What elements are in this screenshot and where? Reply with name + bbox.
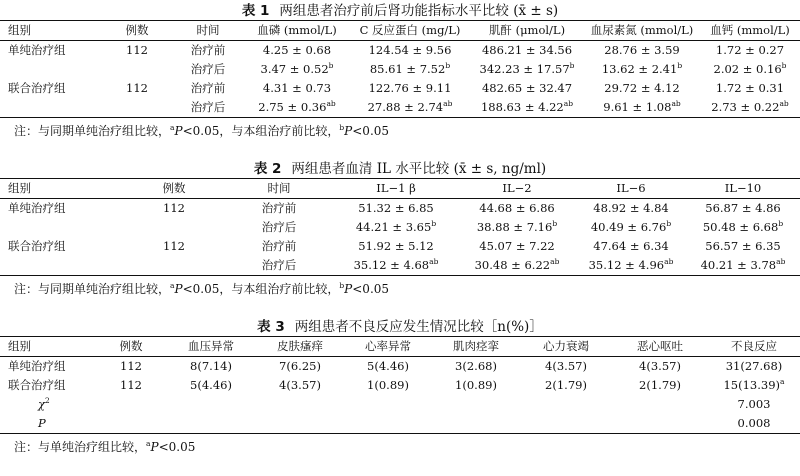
table-cell	[350, 98, 470, 118]
note-text: 注：与单纯治疗组比较，	[14, 440, 147, 454]
chi-sup: 2	[44, 396, 50, 406]
table-1-caption	[0, 2, 800, 20]
cell-sup: a	[780, 377, 785, 387]
cell-sup: b	[328, 61, 334, 71]
table-2-header-row	[0, 179, 800, 199]
chi-square-value: 7.003	[737, 397, 771, 411]
table-cell	[432, 376, 520, 395]
time-cell: 治疗前	[190, 81, 226, 95]
table-cell	[520, 357, 612, 377]
table-cell	[576, 256, 686, 276]
table-1	[0, 20, 800, 118]
group-cell	[0, 218, 124, 237]
empty-cell	[166, 414, 256, 434]
note-sup: b	[339, 281, 345, 290]
cell-value: 38.88 ± 7.16	[476, 220, 553, 234]
empty-cell	[96, 414, 166, 434]
cell-value: 486.21 ± 34.56	[481, 43, 573, 57]
table-cell	[686, 199, 800, 219]
count-cell: 112	[163, 201, 185, 215]
empty-cell	[256, 395, 344, 414]
table-row	[0, 60, 800, 79]
table-cell	[700, 98, 800, 118]
cell-value: 13.62 ± 2.41	[601, 62, 678, 76]
empty-cell	[166, 395, 256, 414]
empty-cell	[96, 395, 166, 414]
cell-sup: b	[569, 61, 575, 71]
table-2-title: 两组患者血清 IL 水平比较 (x̄ ± s, ng/ml)	[291, 161, 547, 177]
table-3-title: 两组患者不良反应发生情况比较［n(%)］	[294, 319, 543, 335]
cell-value: 342.23 ± 17.57	[479, 62, 570, 76]
table-3-block	[0, 318, 800, 456]
cell-sup: b	[445, 61, 451, 71]
table-cell	[612, 376, 708, 395]
empty-cell	[612, 414, 708, 434]
table-cell	[576, 237, 686, 256]
cell-value: 122.76 ± 9.11	[368, 81, 452, 95]
cell-value: 7(6.25)	[279, 359, 321, 373]
count-cell: 112	[120, 378, 142, 392]
table-cell	[458, 237, 576, 256]
cell-value: 45.07 ± 7.22	[479, 239, 555, 253]
cell-value: 35.12 ± 4.96	[588, 258, 665, 272]
cell-value: 56.57 ± 6.35	[705, 239, 781, 253]
table-cell	[432, 357, 520, 377]
table-cell	[576, 218, 686, 237]
column-header: IL−6	[576, 179, 686, 199]
cell-value: 85.61 ± 7.52	[369, 62, 446, 76]
column-header: 组别	[0, 337, 96, 357]
p-label	[0, 414, 96, 434]
column-header: 时间	[172, 21, 244, 41]
table-cell	[334, 199, 458, 219]
cell-sup: ab	[671, 99, 681, 109]
table-2	[0, 178, 800, 276]
table-cell	[244, 98, 350, 118]
column-header: 心率异常	[344, 337, 432, 357]
cell-value: 28.76 ± 3.59	[604, 43, 680, 57]
cell-value: 1(0.89)	[455, 378, 497, 392]
column-header: 皮肤瘙痒	[256, 337, 344, 357]
table-cell	[708, 357, 800, 377]
group-cell: 联合治疗组	[8, 81, 66, 95]
column-header: 不良反应	[708, 337, 800, 357]
table-cell	[584, 60, 700, 79]
count-cell	[102, 60, 172, 79]
count-cell: 112	[126, 43, 148, 57]
table-cell	[584, 98, 700, 118]
cell-value: 4.25 ± 0.68	[262, 43, 332, 57]
cell-value: 482.65 ± 32.47	[481, 81, 573, 95]
table-cell	[584, 79, 700, 98]
table-cell	[350, 41, 470, 61]
cell-value: 29.72 ± 4.12	[604, 81, 680, 95]
column-header: 血磷 (mmol/L)	[244, 21, 350, 41]
table-cell	[700, 60, 800, 79]
table-cell	[470, 41, 584, 61]
table-cell	[458, 218, 576, 237]
cell-value: 2.73 ± 0.22	[711, 100, 780, 114]
column-header: 心力衰竭	[520, 337, 612, 357]
empty-cell	[612, 395, 708, 414]
table-cell	[584, 41, 700, 61]
column-header: 肌酐 (μmol/L)	[470, 21, 584, 41]
table-cell	[334, 237, 458, 256]
table-cell	[470, 79, 584, 98]
note-text: 注：与同期单纯治疗组比较，	[14, 282, 171, 296]
cell-sup: b	[666, 219, 672, 229]
cell-value: 44.21 ± 3.65	[355, 220, 432, 234]
note-text: <0.05	[352, 124, 390, 138]
cell-value: 44.68 ± 6.86	[479, 201, 555, 215]
table-row	[0, 98, 800, 118]
table-cell	[520, 376, 612, 395]
time-cell: 治疗前	[261, 201, 297, 215]
column-header: 组别	[0, 21, 102, 41]
table-3-note	[0, 438, 800, 456]
table-cell	[470, 98, 584, 118]
table-1-note	[0, 122, 800, 140]
note-sup: a	[146, 439, 151, 448]
cell-sup: ab	[779, 99, 789, 109]
chi-symbol: χ	[38, 397, 45, 411]
cell-sup: b	[552, 219, 558, 229]
group-cell	[0, 60, 102, 79]
column-header: 时间	[224, 179, 334, 199]
cell-value: 9.61 ± 1.08	[603, 100, 672, 114]
table-cell	[612, 357, 708, 377]
cell-value: 56.87 ± 4.86	[705, 201, 781, 215]
cell-value: 2.02 ± 0.16	[713, 62, 782, 76]
table-2-block	[0, 160, 800, 298]
cell-value: 15(13.39)	[723, 378, 781, 392]
cell-value: 47.64 ± 6.34	[593, 239, 669, 253]
cell-value: 40.21 ± 3.78	[700, 258, 777, 272]
time-cell: 治疗前	[261, 239, 297, 253]
cell-value: 31(27.68)	[725, 359, 783, 373]
cell-value: 27.88 ± 2.74	[367, 100, 444, 114]
note-sup: b	[339, 123, 345, 132]
table-cell	[576, 199, 686, 219]
time-cell: 治疗后	[261, 220, 297, 234]
table-cell	[708, 376, 800, 395]
column-header: C 反应蛋白 (mg/L)	[350, 21, 470, 41]
cell-value: 1.72 ± 0.27	[715, 43, 785, 57]
note-sup: a	[170, 281, 175, 290]
cell-value: 35.12 ± 4.68	[353, 258, 430, 272]
count-cell: 112	[126, 81, 148, 95]
cell-value: 50.48 ± 6.68	[702, 220, 779, 234]
column-header: 例数	[102, 21, 172, 41]
table-1-number: 表 1	[241, 3, 270, 19]
note-text: <0.05，与本组治疗前比较，	[182, 282, 340, 296]
group-cell: 联合治疗组	[8, 378, 66, 392]
time-cell: 治疗后	[190, 62, 226, 76]
table-3-number: 表 3	[257, 319, 285, 335]
table-1-header-row	[0, 21, 800, 41]
chi-square-label	[0, 395, 96, 414]
note-sup: a	[170, 123, 175, 132]
cell-value: 4(3.57)	[639, 359, 681, 373]
table-cell	[256, 357, 344, 377]
group-cell: 单纯治疗组	[8, 359, 66, 373]
count-cell: 112	[163, 239, 185, 253]
cell-sup: ab	[664, 257, 674, 267]
table-2-number: 表 2	[253, 161, 282, 177]
cell-value: 51.92 ± 5.12	[358, 239, 434, 253]
column-header: 恶心呕吐	[612, 337, 708, 357]
cell-sup: b	[778, 219, 784, 229]
table-cell	[344, 357, 432, 377]
table-cell	[470, 60, 584, 79]
column-header: 血钙 (mmol/L)	[700, 21, 800, 41]
cell-value: 8(7.14)	[190, 359, 232, 373]
table-cell	[334, 256, 458, 276]
table-cell	[350, 79, 470, 98]
table-2-note	[0, 280, 800, 298]
group-cell: 联合治疗组	[8, 239, 66, 253]
note-text: 注：与同期单纯治疗组比较，	[14, 124, 171, 138]
table-row	[0, 79, 800, 98]
chi-square-row	[0, 395, 800, 414]
table-row	[0, 237, 800, 256]
cell-sup: b	[677, 61, 683, 71]
table-cell	[344, 376, 432, 395]
time-cell: 治疗后	[224, 256, 334, 276]
cell-sup: ab	[776, 257, 786, 267]
table-cell	[686, 256, 800, 276]
column-header: 肌肉痉挛	[432, 337, 520, 357]
table-row	[0, 199, 800, 219]
table-row	[0, 218, 800, 237]
cell-value: 51.32 ± 6.85	[358, 201, 434, 215]
table-cell	[244, 60, 350, 79]
note-text: <0.05	[352, 282, 390, 296]
empty-cell	[256, 414, 344, 434]
cell-sup: ab	[429, 257, 439, 267]
table-3-header-row	[0, 337, 800, 357]
group-cell	[0, 98, 102, 118]
column-header: IL−2	[458, 179, 576, 199]
table-row	[0, 41, 800, 61]
table-cell	[700, 79, 800, 98]
cell-value: 2(1.79)	[639, 378, 681, 392]
empty-cell	[344, 414, 432, 434]
column-header: 血压异常	[166, 337, 256, 357]
cell-value: 40.49 ± 6.76	[590, 220, 667, 234]
note-p: P	[174, 282, 183, 296]
column-header: 血尿素氮 (mmol/L)	[584, 21, 700, 41]
table-row	[0, 256, 800, 276]
table-cell	[166, 357, 256, 377]
note-text: <0.05	[158, 440, 196, 454]
count-cell	[124, 256, 224, 276]
table-cell	[256, 376, 344, 395]
cell-sup: ab	[326, 99, 336, 109]
cell-value: 2(1.79)	[545, 378, 587, 392]
cell-sup: b	[781, 61, 787, 71]
table-cell	[686, 237, 800, 256]
cell-value: 48.92 ± 4.84	[593, 201, 669, 215]
time-cell: 治疗前	[190, 43, 226, 57]
empty-cell	[520, 395, 612, 414]
cell-value: 4.31 ± 0.73	[262, 81, 332, 95]
p-value: 0.008	[708, 414, 800, 434]
note-text: <0.05，与本组治疗前比较，	[182, 124, 340, 138]
count-cell	[102, 98, 172, 118]
table-cell	[700, 41, 800, 61]
empty-cell	[344, 395, 432, 414]
cell-value: 4(3.57)	[545, 359, 587, 373]
cell-value: 1(0.89)	[367, 378, 409, 392]
cell-value: 5(4.46)	[367, 359, 409, 373]
cell-value: 3.47 ± 0.52	[260, 62, 329, 76]
group-cell: 单纯治疗组	[8, 201, 66, 215]
table-cell	[244, 79, 350, 98]
cell-value: 1.72 ± 0.31	[715, 81, 785, 95]
table-row	[0, 376, 800, 395]
cell-sup: b	[431, 219, 437, 229]
time-cell: 治疗后	[172, 98, 244, 118]
table-3	[0, 336, 800, 434]
cell-value: 5(4.46)	[190, 378, 232, 392]
cell-sup: ab	[563, 99, 574, 109]
column-header: 例数	[96, 337, 166, 357]
note-p: P	[344, 282, 353, 296]
cell-value: 30.48 ± 6.22	[474, 258, 551, 272]
column-header: IL−10	[686, 179, 800, 199]
table-1-title: 两组患者治疗前后肾功能指标水平比较 (x̄ ± s)	[279, 3, 559, 19]
cell-value: 2.75 ± 0.36	[258, 100, 327, 114]
cell-sup: ab	[550, 257, 560, 267]
table-2-caption	[0, 160, 800, 178]
empty-cell	[520, 414, 612, 434]
table-row	[0, 357, 800, 377]
table-1-block	[0, 2, 800, 140]
column-header: 组别	[0, 179, 124, 199]
p-symbol: P	[38, 416, 46, 430]
note-p: P	[150, 440, 159, 454]
table-cell	[458, 199, 576, 219]
cell-sup: ab	[443, 99, 453, 109]
table-cell	[244, 41, 350, 61]
table-cell	[458, 256, 576, 276]
empty-cell	[432, 414, 520, 434]
count-cell	[124, 218, 224, 237]
cell-value: 188.63 ± 4.22	[480, 100, 564, 114]
cell-value: 3(2.68)	[455, 359, 497, 373]
column-header: IL−1 β	[334, 179, 458, 199]
count-cell: 112	[120, 359, 142, 373]
empty-cell	[432, 395, 520, 414]
table-cell	[166, 376, 256, 395]
p-value-row	[0, 414, 800, 434]
column-header: 例数	[124, 179, 224, 199]
note-p: P	[344, 124, 353, 138]
group-cell	[0, 256, 124, 276]
cell-value: 124.54 ± 9.56	[368, 43, 452, 57]
note-p: P	[174, 124, 183, 138]
table-cell	[334, 218, 458, 237]
table-cell	[686, 218, 800, 237]
group-cell: 单纯治疗组	[8, 43, 66, 57]
table-3-caption	[0, 318, 800, 336]
cell-value: 4(3.57)	[279, 378, 321, 392]
table-cell	[350, 60, 470, 79]
